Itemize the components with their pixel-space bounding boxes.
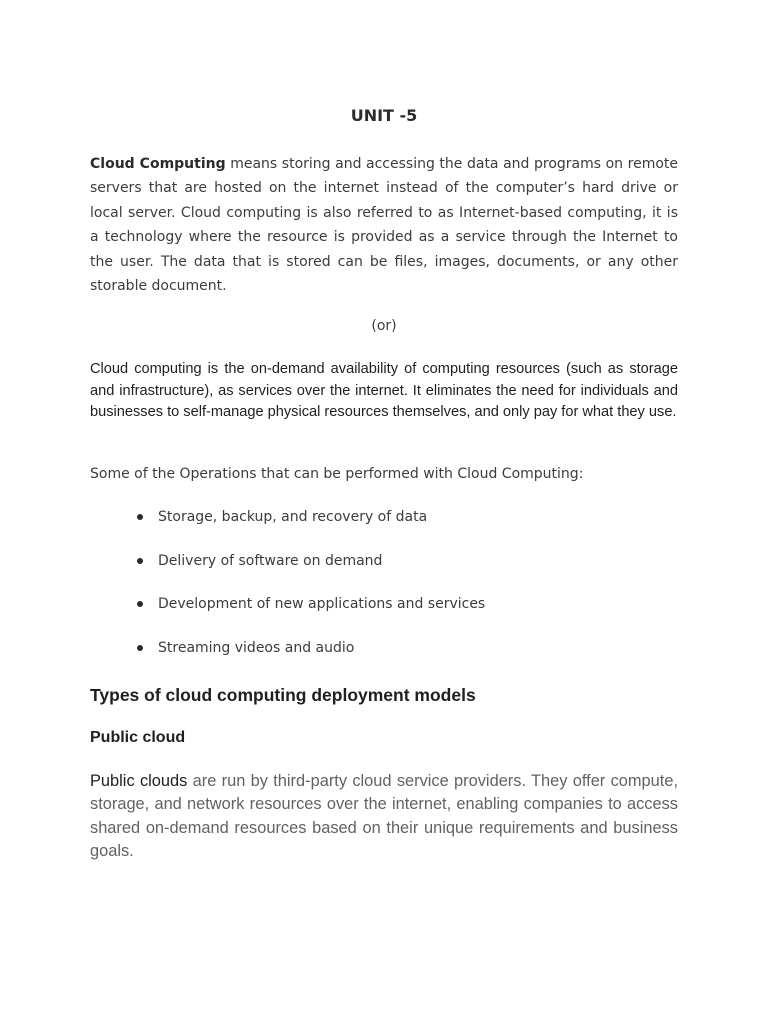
operations-list (90, 509, 678, 684)
public-cloud-text: are run by third-party cloud service providers. They offer compute, storage, and network resources over the internet, enabling companies to access shared on-demand resources based on their unique requirements and business goals. (90, 772, 678, 861)
list-item-text: Delivery of software on demand (158, 552, 383, 569)
intro-paragraph (90, 152, 678, 298)
list-item-text: Development of new applications and services (158, 596, 486, 613)
public-cloud-term: Public clouds (90, 772, 188, 790)
intro-text: means storing and accessing the data and programs on remote servers that are hosted on the internet instead of the computer’s hard drive or local server. Cloud computing is also referred to as Internet-based computing, it is a technology where the resource is provided as a service through the Internet to the user. The data that is stored can be files, images, documents, or any other storable document. (90, 156, 679, 295)
list-item-text: Streaming videos and audio (158, 640, 355, 657)
page-title: UNIT -5 (350, 106, 418, 125)
public-cloud-paragraph (90, 770, 678, 864)
bullet-icon (137, 514, 143, 520)
or-separator: (or) (371, 318, 397, 334)
alt-definition-paragraph: Cloud computing is the on-demand availability of computing resources (such as storage and infrastructure), as services over the internet. It eliminates the need for individuals and businesses to self-manage physical resources themselves, and only pay for what they use. (90, 361, 678, 421)
bullet-icon (137, 558, 143, 564)
list-item-text: Storage, backup, and recovery of data (158, 509, 428, 525)
list-item (90, 553, 678, 597)
operations-intro: Some of the Operations that can be performed with Cloud Computing: (90, 466, 584, 482)
deployment-models-heading: Types of cloud computing deployment models (90, 685, 476, 705)
list-item (90, 596, 678, 640)
bullet-icon (137, 601, 143, 607)
bullet-icon (137, 645, 143, 651)
intro-lead-term: Cloud Computing (90, 156, 226, 172)
list-item (90, 509, 678, 553)
public-cloud-heading: Public cloud (90, 729, 186, 746)
list-item (90, 640, 678, 684)
